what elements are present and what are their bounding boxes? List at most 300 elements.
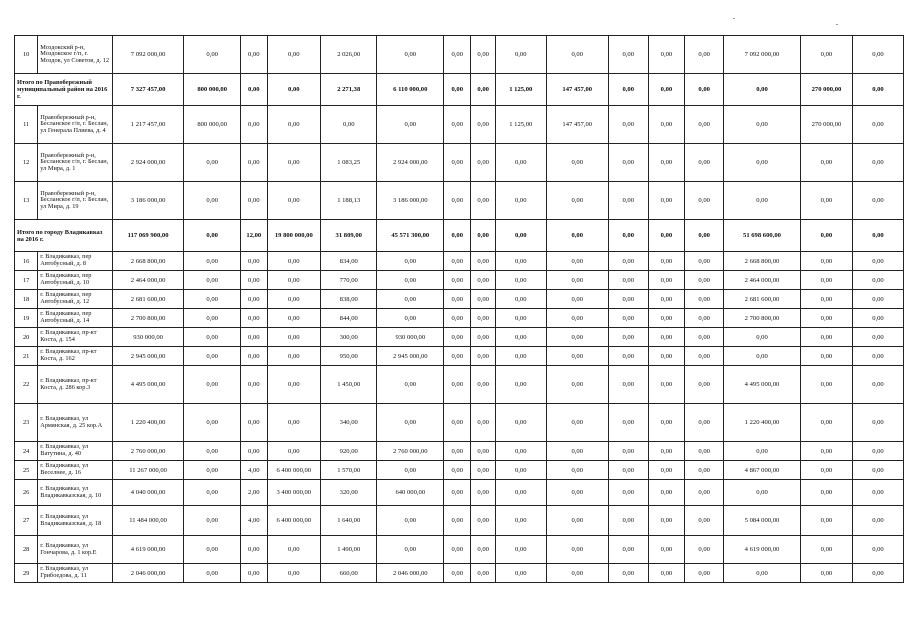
value-cell: 0,00 (471, 74, 496, 106)
value-cell: 0,00 (471, 506, 496, 536)
value-cell: 0,00 (444, 182, 471, 220)
address-cell: г. Владикавказ, ул Грибоедова, д. 11 (38, 564, 113, 583)
value-cell: 0,00 (444, 144, 471, 182)
value-cell: 930 000,00 (377, 328, 444, 347)
value-cell: 0,00 (724, 328, 801, 347)
row-number-cell: 18 (15, 290, 38, 309)
value-cell: 0,00 (267, 144, 320, 182)
table-row (15, 564, 904, 583)
value-cell: 0,00 (495, 347, 546, 366)
value-cell: 0,00 (852, 536, 903, 564)
value-cell: 0,00 (685, 404, 724, 442)
value-cell: 0,00 (685, 36, 724, 74)
value-cell: 0,00 (471, 220, 496, 252)
value-cell: 0,00 (685, 564, 724, 583)
value-cell: 0,00 (852, 309, 903, 328)
value-cell: 0,00 (444, 347, 471, 366)
value-cell: 0,00 (648, 536, 685, 564)
value-cell: 300,00 (320, 328, 377, 347)
summary-row (15, 220, 904, 252)
table-row (15, 252, 904, 271)
value-cell: 0,00 (648, 74, 685, 106)
table-row (15, 506, 904, 536)
value-cell: 0,00 (648, 290, 685, 309)
table-row (15, 36, 904, 74)
value-cell: 0,00 (377, 106, 444, 144)
value-cell: 0,00 (685, 144, 724, 182)
value-cell: 0,00 (267, 74, 320, 106)
value-cell: 0,00 (852, 74, 903, 106)
value-cell: 0,00 (648, 252, 685, 271)
row-number-cell: 29 (15, 564, 38, 583)
address-cell: Правобережный р-н, Бесланское г/п, г. Беслан, ул Генерала Плиева, д. 4 (38, 106, 113, 144)
value-cell: 0,00 (800, 404, 852, 442)
value-cell: 0,00 (648, 144, 685, 182)
value-cell: 0,00 (184, 347, 241, 366)
value-cell: 0,00 (608, 220, 648, 252)
value-cell: 0,00 (546, 182, 608, 220)
value-cell: 0,00 (241, 366, 268, 404)
address-cell: г. Владикавказ, пер Автобусный, д. 12 (38, 290, 113, 309)
value-cell: 0,00 (495, 271, 546, 290)
value-cell: 0,00 (546, 144, 608, 182)
value-cell: 2 945 000,00 (112, 347, 183, 366)
value-cell: 0,00 (267, 347, 320, 366)
value-cell: 0,00 (444, 480, 471, 506)
value-cell: 0,00 (685, 252, 724, 271)
value-cell: 0,00 (546, 252, 608, 271)
table-row (15, 309, 904, 328)
value-cell: 0,00 (184, 564, 241, 583)
value-cell: 0,00 (495, 36, 546, 74)
value-cell: 0,00 (852, 442, 903, 461)
value-cell: 0,00 (471, 106, 496, 144)
value-cell: 0,00 (800, 366, 852, 404)
value-cell: 0,00 (471, 182, 496, 220)
address-cell: г. Владикавказ, ул Веселнее, д. 16 (38, 461, 113, 480)
value-cell: 0,00 (608, 536, 648, 564)
value-cell: 0,00 (724, 106, 801, 144)
address-cell: Правобережный р-н, Бесланское г/п, г. Беслан, ул Мира, д. 19 (38, 182, 113, 220)
row-number-cell: 27 (15, 506, 38, 536)
value-cell: 0,00 (852, 106, 903, 144)
value-cell: 0,00 (852, 328, 903, 347)
value-cell: 0,00 (685, 271, 724, 290)
value-cell: 0,00 (648, 442, 685, 461)
value-cell: 1 490,00 (320, 536, 377, 564)
row-number-cell: 11 (15, 106, 38, 144)
value-cell: 0,00 (495, 480, 546, 506)
value-cell: 950,00 (320, 347, 377, 366)
value-cell: 0,00 (546, 290, 608, 309)
row-number-cell: 28 (15, 536, 38, 564)
value-cell: 0,00 (852, 182, 903, 220)
value-cell: 1 217 457,00 (112, 106, 183, 144)
value-cell: 0,00 (495, 442, 546, 461)
value-cell: 2 464 000,00 (112, 271, 183, 290)
value-cell: 0,00 (241, 144, 268, 182)
value-cell: 0,00 (471, 271, 496, 290)
value-cell: 0,00 (800, 536, 852, 564)
value-cell: 0,00 (241, 309, 268, 328)
value-cell: 0,00 (648, 309, 685, 328)
address-cell: г. Владикавказ, ул Владикавказская, д. 18 (38, 506, 113, 536)
value-cell: 0,00 (800, 461, 852, 480)
value-cell: 0,00 (546, 366, 608, 404)
value-cell: 0,00 (608, 252, 648, 271)
value-cell: 660,00 (320, 564, 377, 583)
value-cell: 0,00 (608, 461, 648, 480)
value-cell: 1 220 400,00 (724, 404, 801, 442)
value-cell: 0,00 (444, 328, 471, 347)
address-cell: Моздокский р-н, Моздокское г/п, г. Моздок, ул Советов, д. 12 (38, 36, 113, 74)
value-cell: 0,00 (471, 36, 496, 74)
row-number-cell: 17 (15, 271, 38, 290)
value-cell: 0,00 (241, 182, 268, 220)
value-cell: 4 619 000,00 (112, 536, 183, 564)
value-cell: 0,00 (444, 271, 471, 290)
value-cell: 4 619 000,00 (724, 536, 801, 564)
value-cell: 0,00 (471, 144, 496, 182)
value-cell: 0,00 (546, 506, 608, 536)
value-cell: 0,00 (546, 271, 608, 290)
value-cell: 2 026,00 (320, 36, 377, 74)
value-cell: 770,00 (320, 271, 377, 290)
value-cell: 0,00 (267, 564, 320, 583)
value-cell: 0,00 (267, 309, 320, 328)
value-cell: 0,00 (184, 536, 241, 564)
value-cell: 0,00 (184, 309, 241, 328)
table-row (15, 404, 904, 442)
value-cell: 3 400 000,00 (267, 480, 320, 506)
value-cell: 0,00 (852, 347, 903, 366)
value-cell: 0,00 (377, 290, 444, 309)
value-cell: 11 267 000,00 (112, 461, 183, 480)
table-row (15, 271, 904, 290)
value-cell: 0,00 (608, 182, 648, 220)
value-cell: 0,00 (444, 404, 471, 442)
value-cell: 31 809,00 (320, 220, 377, 252)
value-cell: 800 000,00 (184, 106, 241, 144)
value-cell: 0,00 (241, 442, 268, 461)
value-cell: 0,00 (444, 252, 471, 271)
value-cell: 0,00 (471, 564, 496, 583)
value-cell: 0,00 (800, 506, 852, 536)
value-cell: 0,00 (377, 36, 444, 74)
address-cell: г. Владикавказ, ул Владикавказская, д. 10 (38, 480, 113, 506)
value-cell: 800 000,00 (184, 74, 241, 106)
value-cell: 0,00 (800, 220, 852, 252)
value-cell: 0,00 (608, 442, 648, 461)
value-cell: 0,00 (495, 536, 546, 564)
value-cell: 2 924 000,00 (112, 144, 183, 182)
value-cell: 0,00 (444, 536, 471, 564)
row-number-cell: 10 (15, 36, 38, 74)
value-cell: 0,00 (495, 309, 546, 328)
value-cell: 0,00 (685, 347, 724, 366)
value-cell: 0,00 (184, 36, 241, 74)
value-cell: 0,00 (471, 480, 496, 506)
value-cell: 117 069 900,00 (112, 220, 183, 252)
value-cell: 2 046 000,00 (112, 564, 183, 583)
value-cell: 0,00 (685, 328, 724, 347)
value-cell: 0,00 (724, 74, 801, 106)
value-cell: 6 110 000,00 (377, 74, 444, 106)
value-cell: 0,00 (608, 271, 648, 290)
value-cell: 0,00 (267, 328, 320, 347)
value-cell: 0,00 (267, 442, 320, 461)
value-cell: 0,00 (377, 252, 444, 271)
value-cell: 0,00 (852, 252, 903, 271)
value-cell: 0,00 (267, 106, 320, 144)
value-cell: 834,00 (320, 252, 377, 271)
value-cell: 2 668 800,00 (112, 252, 183, 271)
value-cell: 0,00 (495, 404, 546, 442)
value-cell: 0,00 (241, 536, 268, 564)
value-cell: 0,00 (852, 480, 903, 506)
value-cell: 2 945 000,00 (377, 347, 444, 366)
value-cell: 0,00 (685, 220, 724, 252)
value-cell: 1 450,00 (320, 366, 377, 404)
value-cell: 0,00 (685, 442, 724, 461)
value-cell: 2 464 000,00 (724, 271, 801, 290)
value-cell: 0,00 (724, 564, 801, 583)
value-cell: 0,00 (608, 347, 648, 366)
value-cell: 0,00 (800, 271, 852, 290)
value-cell: 0,00 (685, 309, 724, 328)
table-row (15, 144, 904, 182)
table-row (15, 536, 904, 564)
table-row (15, 480, 904, 506)
value-cell: 51 698 600,00 (724, 220, 801, 252)
value-cell: 0,00 (267, 271, 320, 290)
value-cell: 0,00 (471, 442, 496, 461)
table-row (15, 290, 904, 309)
value-cell: 0,00 (184, 144, 241, 182)
scan-mark (733, 18, 735, 19)
value-cell: 0,00 (800, 36, 852, 74)
value-cell: 2 046 000,00 (377, 564, 444, 583)
value-cell: 0,00 (495, 182, 546, 220)
value-cell: 2 924 000,00 (377, 144, 444, 182)
address-cell: г. Владикавказ, ул Ватутина, д. 40 (38, 442, 113, 461)
value-cell: 0,00 (608, 106, 648, 144)
value-cell: 0,00 (800, 252, 852, 271)
value-cell: 0,00 (546, 536, 608, 564)
address-cell: г. Владикавказ, ул Гончарова, д. 1 кор.Е (38, 536, 113, 564)
value-cell: 1 125,00 (495, 74, 546, 106)
value-cell: 45 571 300,00 (377, 220, 444, 252)
value-cell: 0,00 (184, 404, 241, 442)
value-cell: 2 700 800,00 (112, 309, 183, 328)
value-cell: 0,00 (377, 536, 444, 564)
value-cell: 0,00 (267, 366, 320, 404)
value-cell: 0,00 (608, 328, 648, 347)
table-row (15, 182, 904, 220)
value-cell: 0,00 (608, 144, 648, 182)
row-number-cell: 21 (15, 347, 38, 366)
value-cell: 4,00 (241, 506, 268, 536)
value-cell: 0,00 (267, 290, 320, 309)
value-cell: 0,00 (495, 564, 546, 583)
value-cell: 0,00 (724, 480, 801, 506)
value-cell: 340,00 (320, 404, 377, 442)
value-cell: 0,00 (648, 480, 685, 506)
value-cell: 0,00 (685, 461, 724, 480)
value-cell: 0,00 (184, 461, 241, 480)
row-number-cell: 12 (15, 144, 38, 182)
value-cell: 11 484 000,00 (112, 506, 183, 536)
value-cell: 0,00 (184, 271, 241, 290)
value-cell: 6 400 000,00 (267, 506, 320, 536)
value-cell: 0,00 (495, 144, 546, 182)
value-cell: 0,00 (267, 36, 320, 74)
value-cell: 0,00 (444, 220, 471, 252)
summary-title-cell: Итого по городу Владикавказ на 2016 г. (15, 220, 113, 252)
value-cell: 2 271,38 (320, 74, 377, 106)
address-cell: г. Владикавказ, пер Автобусный, д. 8 (38, 252, 113, 271)
value-cell: 0,00 (800, 290, 852, 309)
value-cell: 0,00 (724, 442, 801, 461)
value-cell: 0,00 (184, 480, 241, 506)
value-cell: 0,00 (800, 347, 852, 366)
value-cell: 0,00 (241, 564, 268, 583)
value-cell: 0,00 (471, 290, 496, 309)
value-cell: 0,00 (241, 347, 268, 366)
value-cell: 2 700 800,00 (724, 309, 801, 328)
value-cell: 0,00 (377, 404, 444, 442)
value-cell: 2 681 600,00 (112, 290, 183, 309)
value-cell: 0,00 (648, 36, 685, 74)
value-cell: 0,00 (800, 144, 852, 182)
row-number-cell: 26 (15, 480, 38, 506)
address-cell: г. Владикавказ, пр-кт Коста, д. 154 (38, 328, 113, 347)
value-cell: 270 000,00 (800, 106, 852, 144)
value-cell: 0,00 (471, 404, 496, 442)
value-cell: 0,00 (685, 74, 724, 106)
value-cell: 0,00 (471, 366, 496, 404)
value-cell: 0,00 (184, 442, 241, 461)
value-cell: 0,00 (800, 480, 852, 506)
value-cell: 838,00 (320, 290, 377, 309)
value-cell: 19 800 000,00 (267, 220, 320, 252)
value-cell: 0,00 (648, 506, 685, 536)
value-cell: 0,00 (608, 506, 648, 536)
value-cell: 0,00 (241, 404, 268, 442)
address-cell: г. Владикавказ, пр-кт Коста, д. 162 (38, 347, 113, 366)
value-cell: 0,00 (852, 220, 903, 252)
value-cell: 920,00 (320, 442, 377, 461)
value-cell: 0,00 (184, 328, 241, 347)
value-cell: 1 570,00 (320, 461, 377, 480)
scan-mark (836, 24, 838, 25)
value-cell: 0,00 (444, 442, 471, 461)
value-cell: 0,00 (495, 290, 546, 309)
value-cell: 147 457,00 (546, 74, 608, 106)
value-cell: 0,00 (267, 252, 320, 271)
value-cell: 0,00 (852, 144, 903, 182)
value-cell: 0,00 (184, 506, 241, 536)
row-number-cell: 19 (15, 309, 38, 328)
value-cell: 0,00 (685, 290, 724, 309)
value-cell: 930 000,00 (112, 328, 183, 347)
value-cell: 0,00 (267, 182, 320, 220)
value-cell: 4 040 000,00 (112, 480, 183, 506)
value-cell: 0,00 (495, 220, 546, 252)
value-cell: 0,00 (852, 271, 903, 290)
value-cell: 0,00 (685, 182, 724, 220)
value-cell: 0,00 (495, 366, 546, 404)
value-cell: 0,00 (444, 74, 471, 106)
table-row (15, 347, 904, 366)
value-cell: 0,00 (241, 328, 268, 347)
value-cell: 0,00 (444, 106, 471, 144)
value-cell: 0,00 (648, 271, 685, 290)
value-cell: 7 327 457,00 (112, 74, 183, 106)
value-cell: 0,00 (495, 506, 546, 536)
value-cell: 0,00 (648, 106, 685, 144)
value-cell: 0,00 (852, 404, 903, 442)
value-cell: 2 668 800,00 (724, 252, 801, 271)
table-row (15, 442, 904, 461)
value-cell: 0,00 (471, 328, 496, 347)
value-cell: 4 867 000,00 (724, 461, 801, 480)
value-cell: 0,00 (852, 461, 903, 480)
table-row (15, 328, 904, 347)
value-cell: 0,00 (724, 182, 801, 220)
value-cell: 0,00 (648, 404, 685, 442)
value-cell: 3 186 000,00 (112, 182, 183, 220)
value-cell: 0,00 (724, 144, 801, 182)
row-number-cell: 13 (15, 182, 38, 220)
value-cell: 270 000,00 (800, 74, 852, 106)
value-cell: 0,00 (184, 220, 241, 252)
value-cell: 0,00 (608, 564, 648, 583)
value-cell: 0,00 (471, 536, 496, 564)
value-cell: 0,00 (546, 36, 608, 74)
value-cell: 0,00 (546, 480, 608, 506)
value-cell: 0,00 (546, 309, 608, 328)
value-cell: 2 681 600,00 (724, 290, 801, 309)
value-cell: 0,00 (648, 564, 685, 583)
value-cell: 0,00 (852, 506, 903, 536)
value-cell: 0,00 (184, 366, 241, 404)
value-cell: 5 084 000,00 (724, 506, 801, 536)
value-cell: 0,00 (495, 252, 546, 271)
value-cell: 0,00 (608, 36, 648, 74)
value-cell: 0,00 (444, 36, 471, 74)
value-cell: 0,00 (546, 220, 608, 252)
value-cell: 0,00 (685, 506, 724, 536)
value-cell: 0,00 (685, 536, 724, 564)
row-number-cell: 20 (15, 328, 38, 347)
value-cell: 3 186 000,00 (377, 182, 444, 220)
value-cell: 0,00 (241, 271, 268, 290)
value-cell: 0,00 (608, 74, 648, 106)
value-cell: 640 000,00 (377, 480, 444, 506)
value-cell: 0,00 (724, 347, 801, 366)
value-cell: 0,00 (184, 252, 241, 271)
summary-title-cell: Итого по Правобережный муниципальный район на 2016 г. (15, 74, 113, 106)
value-cell: 0,00 (800, 442, 852, 461)
table-body (15, 36, 904, 583)
address-cell: г. Владикавказ, пер Автобусный, д. 10 (38, 271, 113, 290)
value-cell: 4,00 (241, 461, 268, 480)
address-cell: г. Владикавказ, пер Автобусный, д. 14 (38, 309, 113, 328)
address-cell: Правобережный р-н, Бесланское г/п, г. Беслан, ул Мира, д. 1 (38, 144, 113, 182)
value-cell: 0,00 (444, 461, 471, 480)
value-cell: 4 495 000,00 (112, 366, 183, 404)
